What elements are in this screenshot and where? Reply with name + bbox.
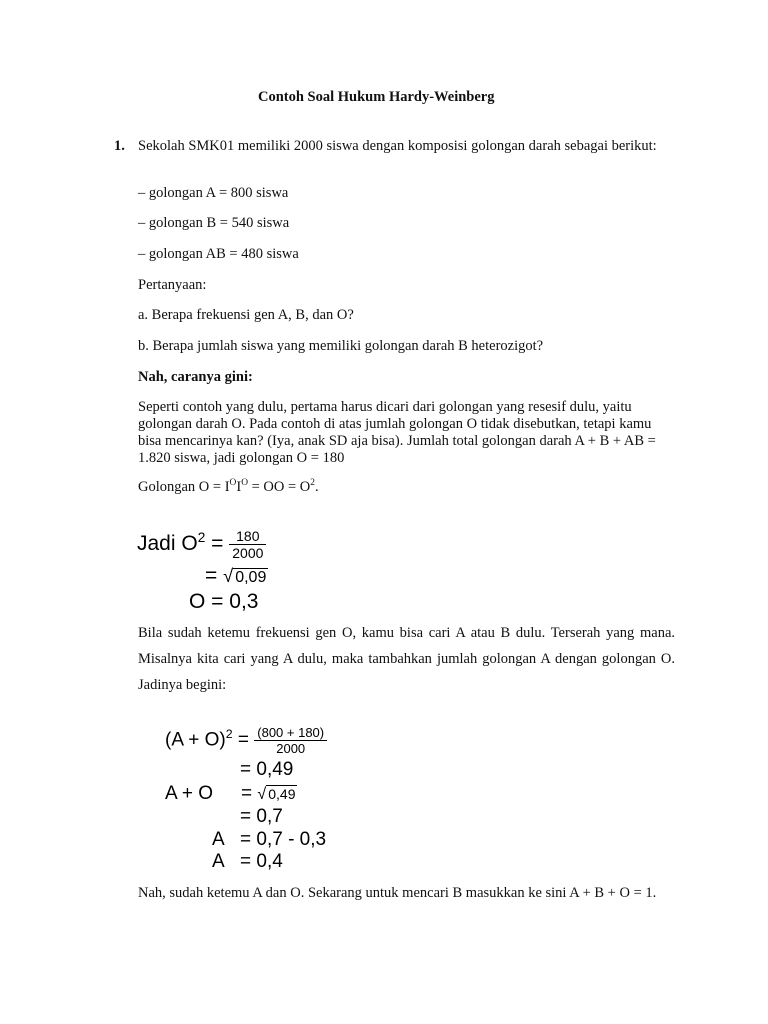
question-b: b. Berapa jumlah siswa yang memiliki golongan darah B heterozigot? (138, 338, 544, 354)
document-title: Contoh Soal Hukum Hardy-Weinberg (258, 89, 495, 105)
paragraph-3: Nah, sudah ketemu A dan O. Sekarang untuk mencari B masukkan ke sini A + B + O = 1. (138, 885, 657, 901)
math-subtraction: = 0,7 - 0,3 (240, 829, 327, 850)
math-a-plus-o-squared: $(A + O)^2$ = $\frac{(800 + 180)}{2000}$ (165, 725, 327, 756)
math-a-label: A (212, 829, 225, 850)
math-sqrt-line: = √ 0,49 (241, 783, 296, 804)
math-result-o: O = 0,3 (189, 590, 259, 613)
fraction: $\frac{180}{2000}$ (229, 528, 266, 561)
sqrt-symbol: √ 0,49 (257, 785, 296, 803)
question-number: 1. (114, 138, 125, 154)
list-item: – golongan B = 540 siswa (138, 215, 290, 231)
question-a: a. Berapa frekuensi gen A, B, dan O? (138, 307, 354, 323)
sqrt-symbol: √ 0,09 (223, 565, 267, 586)
subheading: Nah, caranya gini: (138, 369, 253, 385)
genotype-line: Golongan $O = I^OI^O$ = OO = $O^2$. (138, 478, 319, 495)
math-sqrt-line: = √ 0,09 (205, 564, 267, 587)
list-item: – golongan AB = 480 siswa (138, 246, 299, 262)
math-result-04: = 0,4 (240, 851, 283, 872)
math-jadi-o2: Jadi $O^2$ = $\frac{180}{2000}$ (137, 528, 266, 561)
math-result-07: = 0,7 (240, 806, 283, 827)
paragraph-1: Seperti contoh yang dulu, pertama harus dicari dari golongan yang resesif dulu, yaitu golongan darah O. Pada contoh di atas jumlah golongan O tidak disebutkan, tetapi kamu bisa mencarinya kan? (Iya, anak SD aja bisa). Jumlah total golongan darah A + B + AB = 1.820 siswa, jadi golongan O = 180 (138, 399, 656, 466)
fraction: $\frac{(800 + 180)}{2000}$ (254, 725, 327, 756)
math-a-plus-o: A + O (165, 783, 214, 804)
math-a-label: A (212, 851, 225, 872)
list-item: – golongan A = 800 siswa (138, 185, 289, 201)
paragraph-2: Bila sudah ketemu frekuensi gen O, kamu bisa cari A atau B dulu. Terserah yang mana. Misalnya kita cari yang A dulu, maka tambahkan jumlah golongan A dengan golongan O. Jadinya begini: (138, 625, 675, 693)
math-result-049: = 0,49 (240, 759, 294, 780)
question-intro: Sekolah SMK01 memiliki 2000 siswa dengan komposisi golongan darah sebagai berikut: (138, 138, 657, 154)
pertanyaan-label: Pertanyaan: (138, 277, 207, 293)
